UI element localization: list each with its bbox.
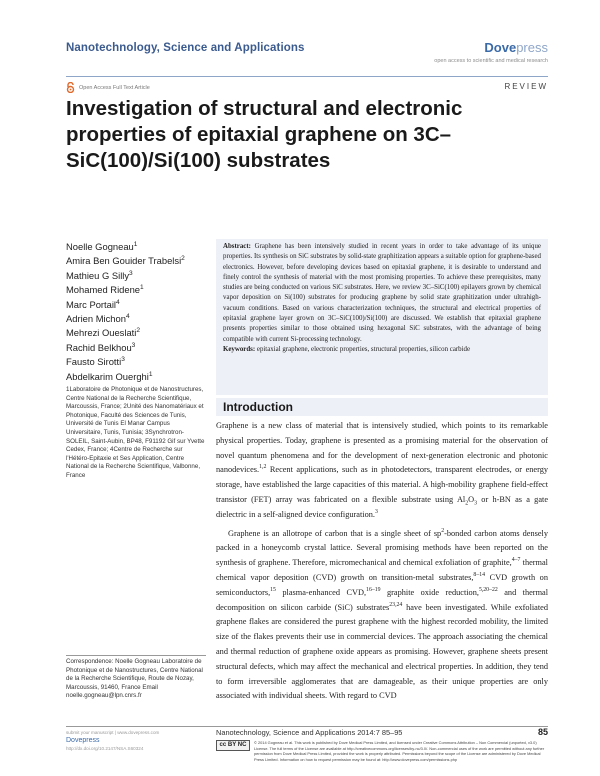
author: Rachid Belkhou$^3$ (66, 341, 136, 353)
paragraph: Graphene is a new class of material that is intensively studied, which points to its remarkable physical properties. Today, graphene is presented as a promising material for the observation of novel quantum phenomena and for the development of next-generation electronic and photonic nanodevices.$^{1,2}$ Recent applications, such as in photodetectors, transparent electrodes, or energy storage, have established the large capacities of this material. A high-mobility graphene field-effect transistor (FET) array was fabricated on a flexible substrate using $Al_2O_3$ or h-BN as a gate dielectric in a self-aligned device configuration.$^3$ (216, 421, 548, 519)
open-access-icon (66, 82, 75, 93)
affiliations: 1Laboratoire de Photonique et de Nanostructures, Centre National de la Recherche Scientifique, Marcoussis, France; 2Unité des Nanomatériaux et Photonique, Faculté des Sciences de Tunis, Université de Tunis El Manar Campus Universitaire, Tunis, Tunisia; 3Synchrotron-SOLEIL, Saint-Aubin, BP48, F91192 Gif sur Yvette Cedex, France; 4Centre de Recherche sur l'Hétéro-Epitaxie et Ses Application, Centre National de la Recherche Scientifique, Valbonne, France (66, 386, 205, 479)
keywords-label: Keywords: (223, 345, 256, 353)
author: Mohamed Ridene$^1$ (66, 284, 144, 296)
body-text (216, 419, 548, 704)
submit-link[interactable]: submit your manuscript | www.dovepress.com (66, 730, 160, 735)
correspondence: Correspondence: Noelle Gogneau Laboratoire de Photonique et de Nanostructures, Centre National de la Recherche Scientifique, Route de Nozay, Marcoussis, 91460, France Email noelle.gogneau@lpn.cnrs.fr (66, 658, 203, 700)
abstract-box (216, 239, 548, 395)
author: Mathieu G Silly$^3$ (66, 269, 133, 281)
author-list (66, 240, 206, 384)
article-title: Investigation of structural and electronic properties of epitaxial graphene on 3C–SiC(100)/Si(100) substrates (66, 97, 463, 172)
footer-divider (66, 726, 548, 727)
author: Amira Ben Gouider Trabelsi$^2$ (66, 255, 185, 267)
doi-link[interactable]: http://dx.doi.org/10.2147/NSA.S60324 (66, 746, 144, 751)
author: Marc Portail$^4$ (66, 298, 120, 310)
creative-commons-icon[interactable]: cc BY NC (216, 740, 250, 751)
journal-name[interactable]: Nanotechnology, Science and Applications (66, 42, 305, 54)
dovepress-logo[interactable]: Dovepress (484, 40, 548, 55)
publisher-tagline: open access to scientific and medical research (434, 58, 548, 64)
abstract-label: Abstract: (223, 243, 251, 250)
correspondence-divider (66, 655, 206, 656)
author: Fausto Sirotti$^3$ (66, 356, 125, 368)
header-divider (66, 76, 548, 77)
abstract-text: Graphene has been intensively studied in recent years in order to take advantage of its unique properties. Its synthesis on SiC substrates by solid-state graphitization appears a suitable option for graphene-based electronics. However, before developing devices based on epitaxial graphene, it is desirable to understand and finely control the synthesis of material with the most promising properties. To achieve these prerequisites, many studies are being conducted on various SiC substrates. Here, we review 3C–SiC(100) epilayers grown by chemical vapor deposition on Si(100) substrates for producing graphene by solid state graphitization under ultrahigh-vacuum conditions. Based on various characterization techniques, the structural and electrical properties of epitaxial graphene layer grown on 3C–SiC(100)/Si(100) are discussed. We establish that epitaxial graphene presents properties similar to those obtained using hexagonal SiC substrates, with the advantage of being compatible with current Si-processing technology. (223, 243, 541, 343)
license-block (216, 740, 548, 762)
article-type: REVIEW (504, 82, 548, 91)
author: Mehrezi Oueslati$^2$ (66, 327, 141, 339)
paragraph: Graphene is an allotrope of carbon that is a single sheet of $sp^2$-bonded carbon atoms densely packed in a honeycomb crystal lattice. Several promising methods have been reported on the synthesis of graphene. Therefore, micromechanical and chemical exfoliation of graphite,$^{4-7}$ thermal chemical vapor deposition (CVD) growth on transition-metal substrates,$^{8-14}$ CVD growth on semiconductors,$^{15}$ plasma-enhanced CVD,$^{16-19}$ graphite oxide reduction,$^{5,20-22}$ and thermal decomposition on silicon carbide (SiC) substrates$^{23,24}$ have been investigated. While exfoliated graphene flakes are considered the purest graphene with the highest recorded mobility, the limited size of the flakes prevents their use in commercial devices. The approach associating the chemical and thermal reduction of graphene oxide appears as promising. However, graphene sheets present structural defects, which may affect the mechanical and electrical properties. In addition, they tend to form irreversible agglomerates that are damageable, as their unique properties are only associated with individual sheets. With regard to CVD (216, 527, 549, 701)
page-number: 85 (537, 727, 548, 737)
open-access-label: Open Access Full Text Article (66, 82, 150, 93)
dovepress-footer-logo[interactable]: Dovepress (66, 737, 100, 744)
author: Adrien Michon$^4$ (66, 312, 130, 325)
keywords-text: epitaxial graphene, electronic properties, structural properties, silicon carbide (256, 345, 471, 353)
author: Noelle Gogneau$^1$ (66, 240, 138, 252)
author: Abdelkarim Ouerghi$^1$ (66, 370, 153, 382)
citation: Nanotechnology, Science and Applications 2014:7 85–95 (216, 728, 403, 737)
section-heading-introduction: Introduction (216, 398, 548, 416)
footer-left (66, 729, 206, 752)
license-text: © 2014 Gogneau et al. This work is published by Dove Medical Press Limited, and licensed under Creative Commons Attribution – Non Commercial (unported, v3.0) License. The full terms of the License are available at http://creativecommons.org/licenses/by-nc/3.0/. Non-commercial uses of the work are permitted without any further permission from Dove Medical Press Limited, provided the work is properly attributed. Permissions beyond the scope of the License are administered by Dove Medical Press Limited. Information on how to request permission may be found at: http://www.dovepress.com/permissions.php (254, 740, 545, 762)
journal-header (66, 32, 548, 74)
